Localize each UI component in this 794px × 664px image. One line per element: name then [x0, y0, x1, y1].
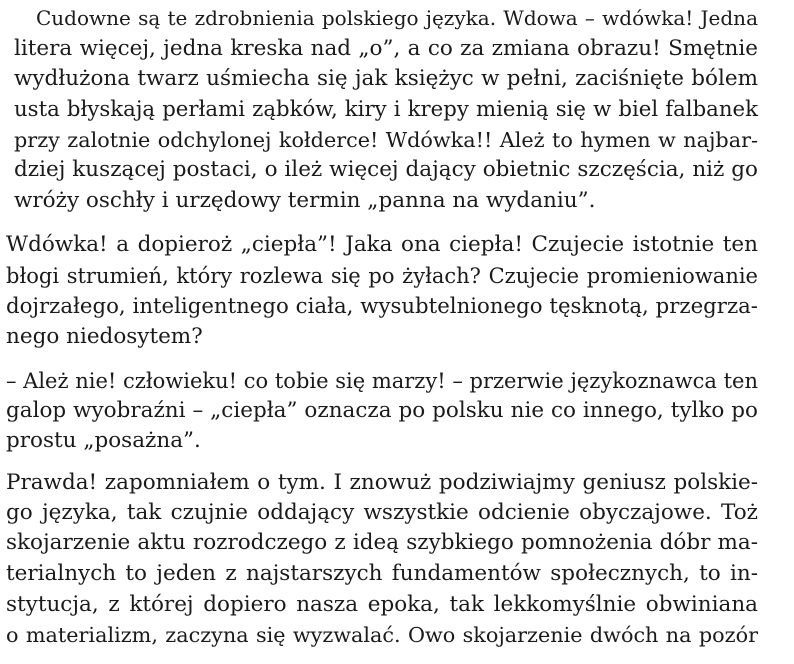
text-line: przy zalotnie odchylonej kołderce! Wdówka!! Ależ to hymen w najbar-	[14, 128, 758, 152]
text-line: prostu „posażna”.	[6, 428, 201, 453]
text-line: wróży oschły i urzędowy termin „panna na wydaniu”.	[14, 188, 596, 213]
text-line: usta błyskają perłami ząbków, kiry i krepy mienią się w biel falbanek	[14, 97, 758, 122]
text-line: błogi strumień, który rozlewa się po żyłach? Czujecie promieniowanie	[6, 264, 758, 288]
text-line: Prawda! zapomniałem o tym. I znowuż podziwiajmy geniusz polskie-	[6, 470, 758, 495]
text-line: Wdówka! a dopieroż „ciepła”! Jaka ona ciepła! Czujecie istotnie ten	[6, 232, 758, 257]
text-line: litera więcej, jedna kreska nad „o”, a co za zmiana obrazu! Smętnie	[14, 36, 758, 61]
text-line: dziej kuszącej postaci, o ileż więcej dający obietnic szczęścia, niż go	[14, 157, 758, 182]
text-line: galop wyobraźni – „ciepła” oznacza po polsku nie co innego, tylko po	[6, 398, 758, 423]
text-line: skojarzenie aktu rozrodczego z ideą szybkiego pomnożenia dóbr ma-	[6, 530, 758, 555]
text-line: Cudowne są te zdrobnienia polskiego języka. Wdowa – wdówka! Jedna	[36, 6, 758, 30]
text-line: dojrzałego, inteligentnego ciała, wysubtelnionego tęsknotą, przegrza-	[6, 294, 758, 319]
text-line: – Ależ nie! człowieku! co tobie się marzy! – przerwie językoznawca ten	[6, 369, 758, 393]
text-line: o materializm, zaczyna się wyzwalać. Owo skojarzenie dwóch na pozór	[6, 623, 758, 647]
text-line: wydłużona twarz uśmiecha się jak księżyc w pełni, zaciśnięte bólem	[14, 66, 758, 91]
text-line: stytucja, z której dopiero nasza epoka, tak lekkomyślnie obwiniana	[6, 592, 758, 617]
text-line: terialnych to jeden z najstarszych fundamentów społecznych, to in-	[6, 561, 758, 586]
text-line: nego niedosytem?	[6, 324, 203, 349]
text-line: go języka, tak czujnie oddający wszystkie odcienie obyczajowe. Toż	[6, 500, 758, 525]
